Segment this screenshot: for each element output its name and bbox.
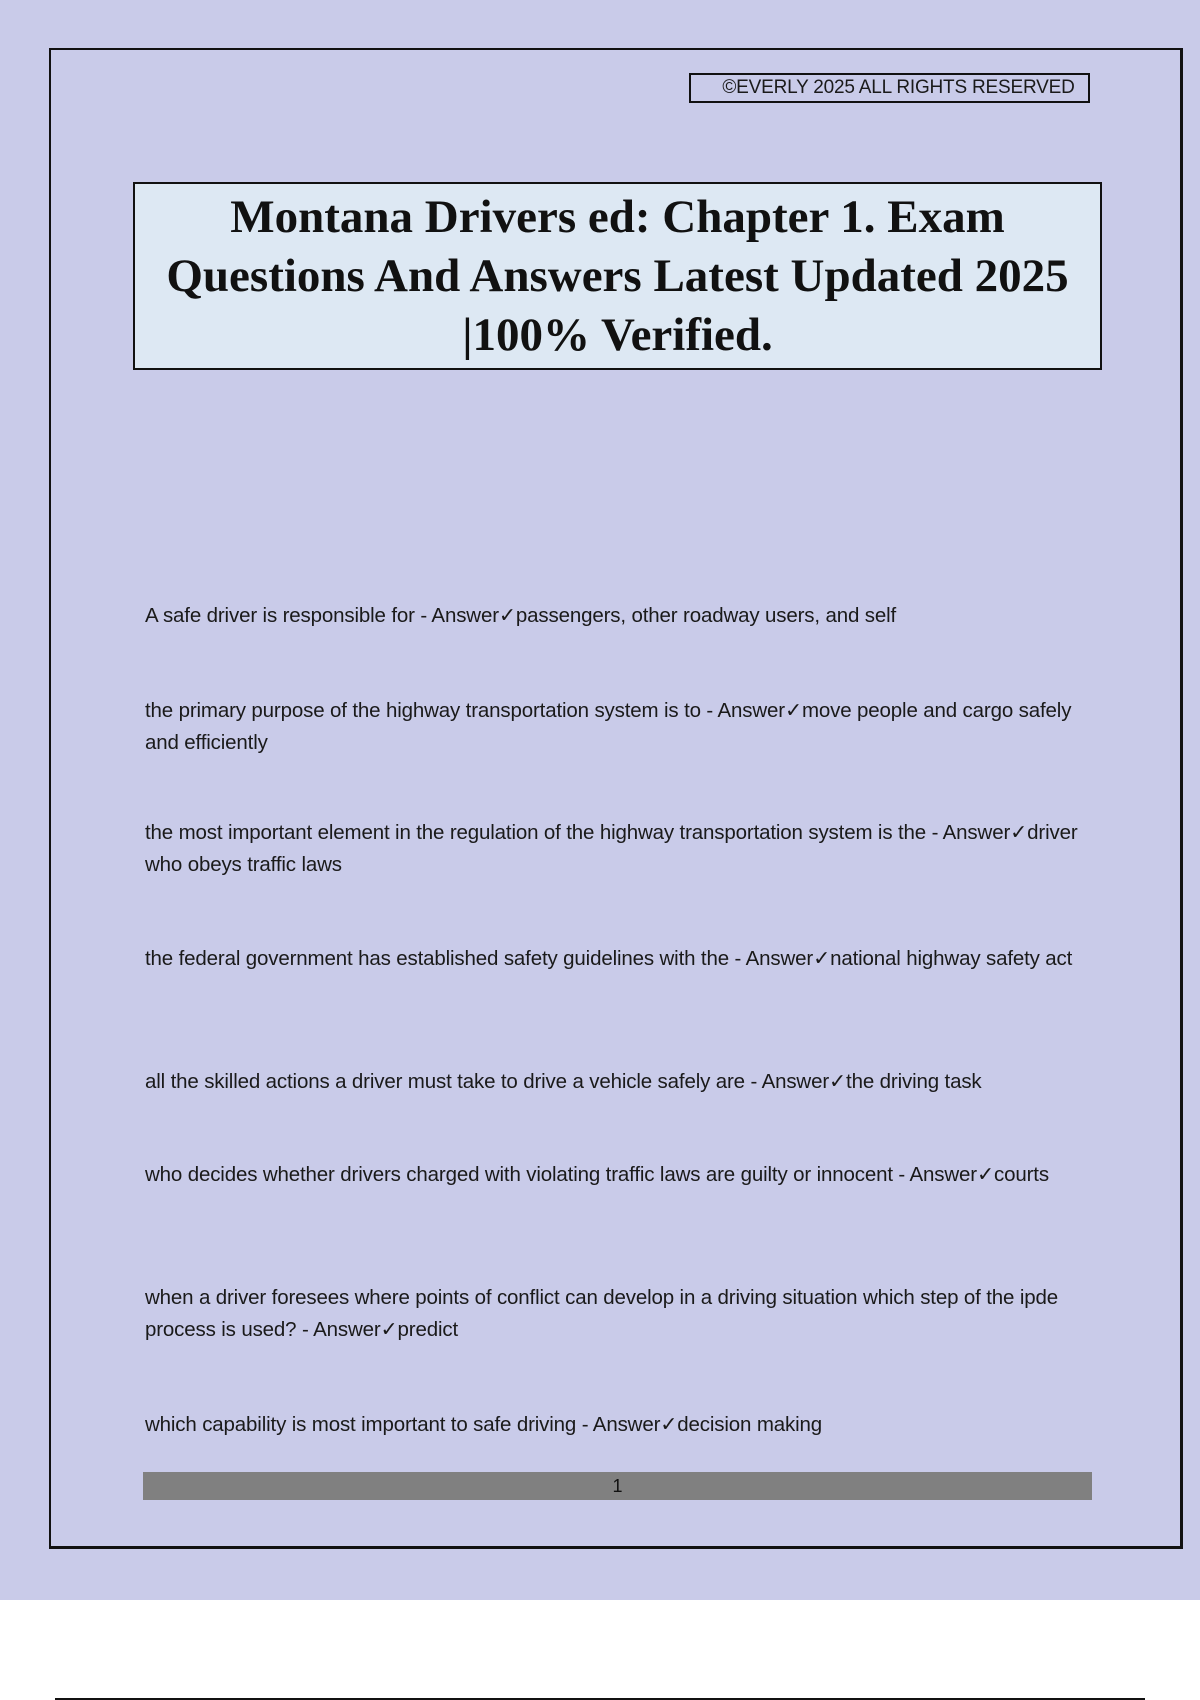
qa-item: the primary purpose of the highway transportation system is to - Answer✓move people and cargo safely and efficiently <box>145 699 1072 754</box>
qa-item: which capability is most important to safe driving - Answer✓decision making <box>145 1413 823 1436</box>
qa-item: the federal government has established safety guidelines with the - Answer✓national highway safety act <box>145 947 1073 970</box>
qa-item: when a driver foresees where points of conflict can develop in a driving situation which step of the ipde process is used? - Answer✓predict <box>145 1286 1058 1341</box>
copyright-notice: ©EVERLY 2025 ALL RIGHTS RESERVED <box>689 73 1090 103</box>
qa-item: who decides whether drivers charged with violating traffic laws are guilty or innocent - Answer✓courts <box>145 1163 1049 1186</box>
page-number: 1 <box>612 1476 623 1496</box>
document-title: Montana Drivers ed: Chapter 1. Exam Questions And Answers Latest Updated 2025 |100% Verified. <box>166 190 1069 361</box>
qa-item: the most important element in the regulation of the highway transportation system is the - Answer✓driver who obeys traffic laws <box>145 821 1078 876</box>
qa-item: all the skilled actions a driver must take to drive a vehicle safely are - Answer✓the driving task <box>145 1070 982 1093</box>
page-number-bar <box>143 1472 1092 1500</box>
title-box <box>133 182 1102 370</box>
qa-item: A safe driver is responsible for - Answer✓passengers, other roadway users, and self <box>145 604 897 627</box>
